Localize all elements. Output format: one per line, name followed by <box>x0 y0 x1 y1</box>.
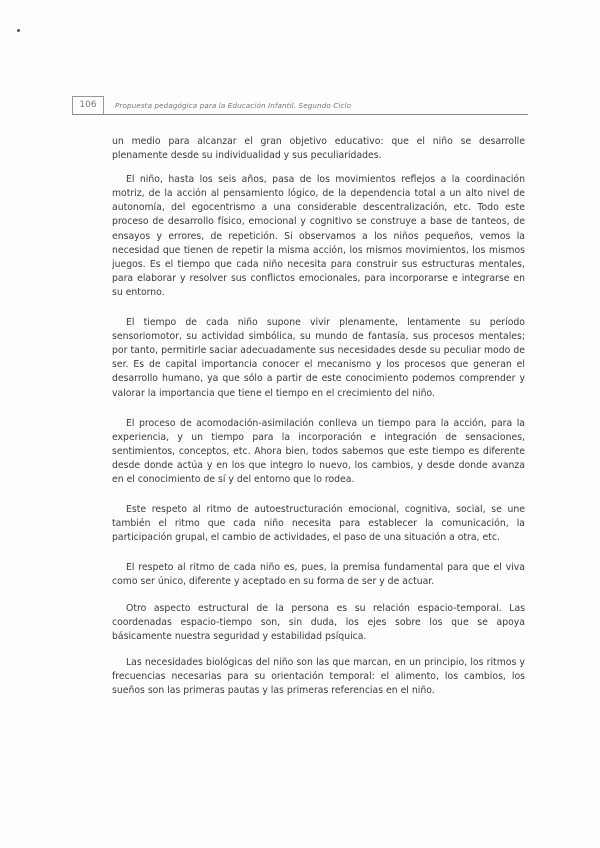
running-header <box>72 96 528 116</box>
paragraph: Otro aspecto estructural de la persona es su relación espacio-temporal. Las coordenadas espacio-tiempo son, sin duda, los ejes sobre los que se apoya básicamente nuestra seguridad y estabilidad psíquica. <box>112 602 525 642</box>
header-rule <box>72 114 528 115</box>
scan-mark <box>17 29 20 32</box>
paragraph: El proceso de acomodación-asimilación conlleva un tiempo para la acción, para la experiencia, y un tiempo para la incorporación e integración de sensaciones, sentimientos, conceptos, etc. Ahora bien, todos sabemos que este tiempo es diferente desde donde actúa y en los que integro lo nuevo, los cambios, y desde donde avanza en el conocimiento de sí y del entorno que lo rodea. <box>112 417 525 485</box>
body-text <box>112 135 525 698</box>
paragraph: El tiempo de cada niño supone vivir plenamente, lentamente su período sensoriomotor, su actividad simbólica, su mundo de fantasía, sus procesos mentales; por tanto, permitirle saciar adecuadamente sus necesidades desde su peculiar modo de ser. Es de capital importancia conocer el mecanismo y los procesos que generan el desarrollo humano, ya que sólo a partir de este conocimiento podemos comprender y valorar la importancia que tiene el tiempo en el crecimiento del niño. <box>112 317 525 399</box>
paragraph: El niño, hasta los seis años, pasa de los movimientos reflejos a la coordinación motriz, de la acción al pensamiento lógico, de la dependencia total a un alto nivel de autonomía, del egocentrismo a una considerable descentralización, etc. Todo este proceso de desarrollo físico, emocional y cognitivo se construye a base de tanteos, de ensayos y errores, de repetición. Si observamos a los niños pequeños, vemos la necesidad que tienen de repetir la misma acción, los mismos movimientos, los mismos juegos. Es el tiempo que cada niño necesita para construir sus estructuras mentales, para elaborar y resolver sus conflictos emocionales, para incorporarse e integrarse en su entorno. <box>112 174 525 298</box>
page-number: 106 <box>72 96 104 114</box>
paragraph-continuation: un medio para alcanzar el gran objetivo educativo: que el niño se desarrolle plenamente desde su individualidad y sus peculiaridades. <box>112 136 525 162</box>
paragraph: Este respeto al ritmo de autoestructuración emocional, cognitiva, social, se une también el ritmo que cada niño necesita para establecer la comunicación, la participación grupal, el cambio de actividades, el paso de una situación a otra, etc. <box>112 504 525 544</box>
paragraph: Las necesidades biológicas del niño son las que marcan, en un principio, los ritmos y frecuencias necesarias para su orientación temporal: el alimento, los cambios, los sueños son las primeras pautas y las primeras referencias en el niño. <box>112 656 525 696</box>
paragraph: El respeto al ritmo de cada niño es, pues, la premisa fundamental para que el viva como ser único, diferente y aceptado en su forma de ser y de actuar. <box>112 562 525 588</box>
header-title: Propuesta pedagógica para la Educación Infantil. Segundo Ciclo <box>115 101 352 110</box>
